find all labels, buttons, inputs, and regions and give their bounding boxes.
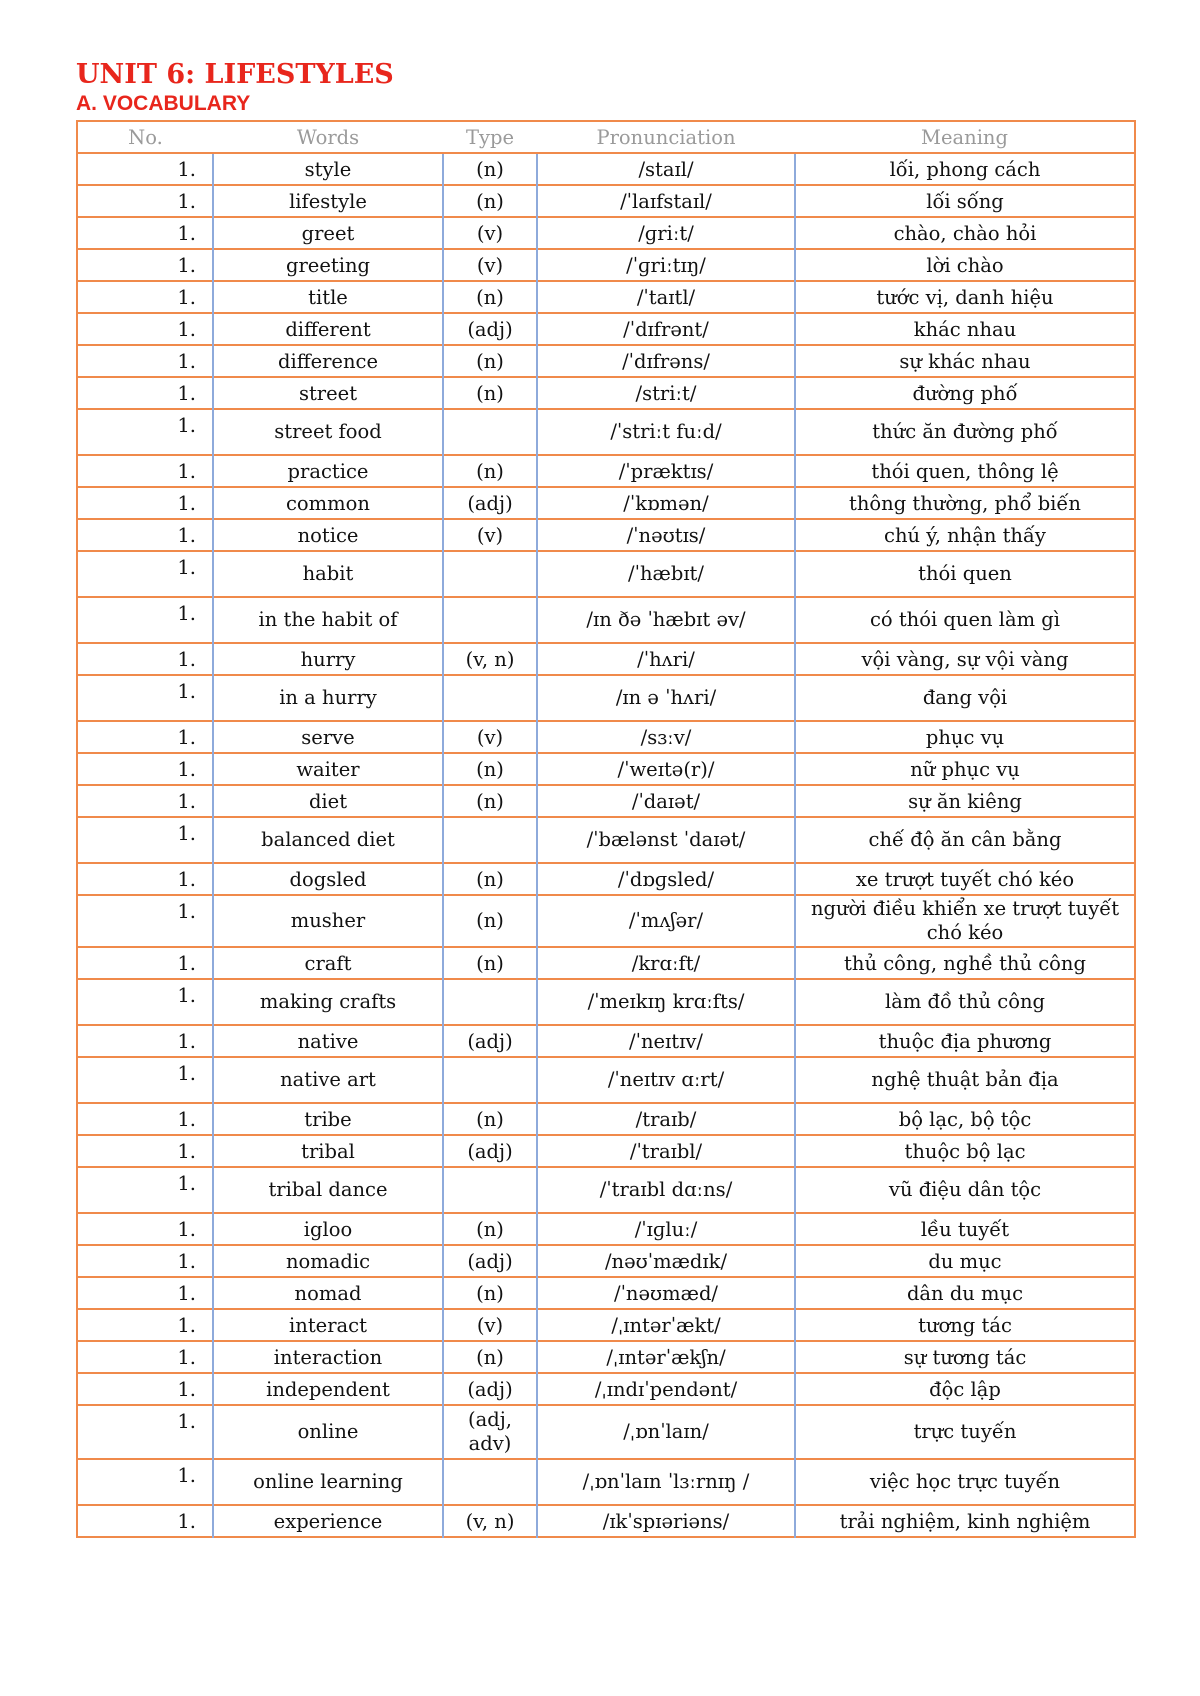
- meaning-cell: tước vị, danh hiệu: [795, 281, 1135, 313]
- table-row: [77, 409, 1135, 455]
- table-row: [77, 1405, 1135, 1459]
- row-number: 1.: [77, 551, 213, 597]
- type-cell: (n): [443, 1103, 537, 1135]
- pronunciation-cell: /ˈtraɪbl/: [537, 1135, 795, 1167]
- word-cell: musher: [213, 895, 443, 947]
- pronunciation-cell: /ˈɪɡluː/: [537, 1213, 795, 1245]
- table-row: [77, 249, 1135, 281]
- type-cell: [443, 1057, 537, 1103]
- meaning-cell: thói quen: [795, 551, 1135, 597]
- type-cell: (v, n): [443, 643, 537, 675]
- pronunciation-cell: /ɪn ə ˈhʌri/: [537, 675, 795, 721]
- table-row: [77, 863, 1135, 895]
- type-cell: (n): [443, 785, 537, 817]
- row-number: 1.: [77, 979, 213, 1025]
- pronunciation-cell: /ˈbælənst ˈdaɪət/: [537, 817, 795, 863]
- pronunciation-cell: /ˌɪntərˈækʃn/: [537, 1341, 795, 1373]
- row-number: 1.: [77, 675, 213, 721]
- row-number: 1.: [77, 1505, 213, 1537]
- meaning-cell: đang vội: [795, 675, 1135, 721]
- word-cell: craft: [213, 947, 443, 979]
- row-number: 1.: [77, 1405, 213, 1459]
- meaning-cell: chú ý, nhận thấy: [795, 519, 1135, 551]
- word-cell: habit: [213, 551, 443, 597]
- type-cell: (v, n): [443, 1505, 537, 1537]
- table-row: [77, 1341, 1135, 1373]
- word-cell: in the habit of: [213, 597, 443, 643]
- pronunciation-cell: /ˈstriːt fuːd/: [537, 409, 795, 455]
- type-cell: (n): [443, 185, 537, 217]
- row-number: 1.: [77, 863, 213, 895]
- type-cell: (n): [443, 1213, 537, 1245]
- table-row: [77, 1373, 1135, 1405]
- vocabulary-table: [76, 120, 1136, 1538]
- table-row: [77, 551, 1135, 597]
- word-cell: style: [213, 153, 443, 185]
- meaning-cell: thủ công, nghề thủ công: [795, 947, 1135, 979]
- pronunciation-cell: /ɡriːt/: [537, 217, 795, 249]
- pronunciation-cell: /ˈdaɪət/: [537, 785, 795, 817]
- meaning-cell: nghệ thuật bản địa: [795, 1057, 1135, 1103]
- row-number: 1.: [77, 345, 213, 377]
- word-cell: street food: [213, 409, 443, 455]
- meaning-cell: sự ăn kiêng: [795, 785, 1135, 817]
- type-cell: (n): [443, 947, 537, 979]
- row-number: 1.: [77, 785, 213, 817]
- pronunciation-cell: /ˈɡriːtɪŋ/: [537, 249, 795, 281]
- table-row: [77, 313, 1135, 345]
- row-number: 1.: [77, 947, 213, 979]
- word-cell: notice: [213, 519, 443, 551]
- row-number: 1.: [77, 1135, 213, 1167]
- table-row: [77, 1245, 1135, 1277]
- meaning-cell: tương tác: [795, 1309, 1135, 1341]
- table-row: [77, 1277, 1135, 1309]
- table-row: [77, 817, 1135, 863]
- type-cell: (v): [443, 519, 537, 551]
- type-cell: [443, 409, 537, 455]
- type-cell: [443, 817, 537, 863]
- row-number: 1.: [77, 377, 213, 409]
- type-cell: (n): [443, 1277, 537, 1309]
- meaning-cell: lối sống: [795, 185, 1135, 217]
- word-cell: title: [213, 281, 443, 313]
- row-number: 1.: [77, 455, 213, 487]
- type-cell: [443, 551, 537, 597]
- word-cell: interaction: [213, 1341, 443, 1373]
- table-row: [77, 753, 1135, 785]
- meaning-cell: vội vàng, sự vội vàng: [795, 643, 1135, 675]
- meaning-cell: dân du mục: [795, 1277, 1135, 1309]
- pronunciation-cell: /ˈtaɪtl/: [537, 281, 795, 313]
- type-cell: [443, 1167, 537, 1213]
- pronunciation-cell: /krɑːft/: [537, 947, 795, 979]
- meaning-cell: lối, phong cách: [795, 153, 1135, 185]
- table-row: [77, 947, 1135, 979]
- column-header-type: Type: [443, 121, 537, 153]
- pronunciation-cell: /ˈneɪtɪv ɑːrt/: [537, 1057, 795, 1103]
- row-number: 1.: [77, 1245, 213, 1277]
- word-cell: different: [213, 313, 443, 345]
- row-number: 1.: [77, 753, 213, 785]
- row-number: 1.: [77, 1373, 213, 1405]
- type-cell: (n): [443, 377, 537, 409]
- row-number: 1.: [77, 217, 213, 249]
- table-row: [77, 185, 1135, 217]
- table-row: [77, 153, 1135, 185]
- type-cell: (adj): [443, 313, 537, 345]
- type-cell: (v): [443, 249, 537, 281]
- table-row: [77, 1103, 1135, 1135]
- table-row: [77, 979, 1135, 1025]
- type-cell: (v): [443, 721, 537, 753]
- word-cell: street: [213, 377, 443, 409]
- pronunciation-cell: /traɪb/: [537, 1103, 795, 1135]
- row-number: 1.: [77, 519, 213, 551]
- meaning-cell: trực tuyến: [795, 1405, 1135, 1459]
- type-cell: (n): [443, 281, 537, 313]
- word-cell: in a hurry: [213, 675, 443, 721]
- column-header-no: No.: [77, 121, 213, 153]
- pronunciation-cell: /ˈdɪfrəns/: [537, 345, 795, 377]
- pronunciation-cell: /ˈdɪfrənt/: [537, 313, 795, 345]
- meaning-cell: thuộc địa phương: [795, 1025, 1135, 1057]
- table-row: [77, 785, 1135, 817]
- word-cell: making crafts: [213, 979, 443, 1025]
- meaning-cell: người điều khiển xe trượt tuyết chó kéo: [795, 895, 1135, 947]
- table-row: [77, 1505, 1135, 1537]
- word-cell: online learning: [213, 1459, 443, 1505]
- meaning-cell: làm đồ thủ công: [795, 979, 1135, 1025]
- word-cell: waiter: [213, 753, 443, 785]
- row-number: 1.: [77, 249, 213, 281]
- word-cell: lifestyle: [213, 185, 443, 217]
- pronunciation-cell: /ˈhæbɪt/: [537, 551, 795, 597]
- type-cell: (adj): [443, 1245, 537, 1277]
- row-number: 1.: [77, 643, 213, 675]
- meaning-cell: bộ lạc, bộ tộc: [795, 1103, 1135, 1135]
- row-number: 1.: [77, 487, 213, 519]
- word-cell: interact: [213, 1309, 443, 1341]
- type-cell: (n): [443, 1341, 537, 1373]
- row-number: 1.: [77, 185, 213, 217]
- meaning-cell: khác nhau: [795, 313, 1135, 345]
- meaning-cell: thói quen, thông lệ: [795, 455, 1135, 487]
- table-header-row: [77, 121, 1135, 153]
- meaning-cell: sự khác nhau: [795, 345, 1135, 377]
- column-header-words: Words: [213, 121, 443, 153]
- pronunciation-cell: /ˈnəʊtɪs/: [537, 519, 795, 551]
- pronunciation-cell: /ˌɒnˈlaɪn ˈlɜːrnɪŋ /: [537, 1459, 795, 1505]
- meaning-cell: đường phố: [795, 377, 1135, 409]
- meaning-cell: vũ điệu dân tộc: [795, 1167, 1135, 1213]
- row-number: 1.: [77, 409, 213, 455]
- type-cell: (adj, adv): [443, 1405, 537, 1459]
- meaning-cell: lời chào: [795, 249, 1135, 281]
- word-cell: tribe: [213, 1103, 443, 1135]
- table-row: [77, 643, 1135, 675]
- pronunciation-cell: /ˈweɪtə(r)/: [537, 753, 795, 785]
- word-cell: tribal dance: [213, 1167, 443, 1213]
- pronunciation-cell: /ˈpræktɪs/: [537, 455, 795, 487]
- row-number: 1.: [77, 1213, 213, 1245]
- column-header-meaning: Meaning: [795, 121, 1135, 153]
- type-cell: (n): [443, 753, 537, 785]
- table-row: [77, 217, 1135, 249]
- meaning-cell: nữ phục vụ: [795, 753, 1135, 785]
- meaning-cell: độc lập: [795, 1373, 1135, 1405]
- word-cell: nomad: [213, 1277, 443, 1309]
- word-cell: dogsled: [213, 863, 443, 895]
- row-number: 1.: [77, 721, 213, 753]
- table-row: [77, 1057, 1135, 1103]
- row-number: 1.: [77, 281, 213, 313]
- pronunciation-cell: /ˈlaɪfstaɪl/: [537, 185, 795, 217]
- word-cell: experience: [213, 1505, 443, 1537]
- type-cell: (adj): [443, 1373, 537, 1405]
- unit-title: UNIT 6: LIFESTYLES: [76, 59, 394, 90]
- table-row: [77, 1459, 1135, 1505]
- pronunciation-cell: /ˈmeɪkɪŋ krɑːfts/: [537, 979, 795, 1025]
- word-cell: common: [213, 487, 443, 519]
- row-number: 1.: [77, 1057, 213, 1103]
- pronunciation-cell: /ˈkɒmən/: [537, 487, 795, 519]
- word-cell: balanced diet: [213, 817, 443, 863]
- type-cell: (v): [443, 217, 537, 249]
- meaning-cell: thuộc bộ lạc: [795, 1135, 1135, 1167]
- type-cell: (n): [443, 345, 537, 377]
- meaning-cell: trải nghiệm, kinh nghiệm: [795, 1505, 1135, 1537]
- type-cell: (adj): [443, 1025, 537, 1057]
- meaning-cell: chào, chào hỏi: [795, 217, 1135, 249]
- table-row: [77, 487, 1135, 519]
- word-cell: native art: [213, 1057, 443, 1103]
- word-cell: hurry: [213, 643, 443, 675]
- column-header-pronunciation: Pronunciation: [537, 121, 795, 153]
- row-number: 1.: [77, 153, 213, 185]
- page: [76, 58, 1134, 1538]
- word-cell: independent: [213, 1373, 443, 1405]
- table-row: [77, 1309, 1135, 1341]
- word-cell: diet: [213, 785, 443, 817]
- word-cell: practice: [213, 455, 443, 487]
- table-row: [77, 345, 1135, 377]
- meaning-cell: thức ăn đường phố: [795, 409, 1135, 455]
- meaning-cell: việc học trực tuyến: [795, 1459, 1135, 1505]
- row-number: 1.: [77, 895, 213, 947]
- table-row: [77, 1167, 1135, 1213]
- table-row: [77, 597, 1135, 643]
- meaning-cell: có thói quen làm gì: [795, 597, 1135, 643]
- row-number: 1.: [77, 597, 213, 643]
- row-number: 1.: [77, 817, 213, 863]
- table-row: [77, 519, 1135, 551]
- pronunciation-cell: /striːt/: [537, 377, 795, 409]
- pronunciation-cell: /ɪn ðə ˈhæbɪt əv/: [537, 597, 795, 643]
- word-cell: online: [213, 1405, 443, 1459]
- word-cell: difference: [213, 345, 443, 377]
- row-number: 1.: [77, 1341, 213, 1373]
- type-cell: (adj): [443, 487, 537, 519]
- table-row: [77, 895, 1135, 947]
- meaning-cell: lều tuyết: [795, 1213, 1135, 1245]
- row-number: 1.: [77, 1167, 213, 1213]
- word-cell: nomadic: [213, 1245, 443, 1277]
- meaning-cell: phục vụ: [795, 721, 1135, 753]
- word-cell: greeting: [213, 249, 443, 281]
- type-cell: (n): [443, 153, 537, 185]
- pronunciation-cell: /nəʊˈmædɪk/: [537, 1245, 795, 1277]
- table-row: [77, 1213, 1135, 1245]
- meaning-cell: du mục: [795, 1245, 1135, 1277]
- table-row: [77, 675, 1135, 721]
- pronunciation-cell: /ˌɪndɪˈpendənt/: [537, 1373, 795, 1405]
- table-row: [77, 721, 1135, 753]
- pronunciation-cell: /ˈneɪtɪv/: [537, 1025, 795, 1057]
- type-cell: (adj): [443, 1135, 537, 1167]
- section-heading: A. VOCABULARY: [76, 92, 251, 115]
- type-cell: (n): [443, 863, 537, 895]
- pronunciation-cell: /ˈhʌri/: [537, 643, 795, 675]
- table-row: [77, 281, 1135, 313]
- pronunciation-cell: /ˈtraɪbl dɑːns/: [537, 1167, 795, 1213]
- row-number: 1.: [77, 1309, 213, 1341]
- table-row: [77, 377, 1135, 409]
- meaning-cell: chế độ ăn cân bằng: [795, 817, 1135, 863]
- row-number: 1.: [77, 1459, 213, 1505]
- meaning-cell: sự tương tác: [795, 1341, 1135, 1373]
- table-row: [77, 1025, 1135, 1057]
- pronunciation-cell: /ˌɪntərˈækt/: [537, 1309, 795, 1341]
- word-cell: serve: [213, 721, 443, 753]
- pronunciation-cell: /ˌɒnˈlaɪn/: [537, 1405, 795, 1459]
- pronunciation-cell: /ˈdɒɡsled/: [537, 863, 795, 895]
- row-number: 1.: [77, 313, 213, 345]
- pronunciation-cell: /ɪkˈspɪəriəns/: [537, 1505, 795, 1537]
- table-row: [77, 1135, 1135, 1167]
- type-cell: [443, 979, 537, 1025]
- type-cell: (v): [443, 1309, 537, 1341]
- word-cell: igloo: [213, 1213, 443, 1245]
- pronunciation-cell: /sɜːv/: [537, 721, 795, 753]
- word-cell: tribal: [213, 1135, 443, 1167]
- pronunciation-cell: /staɪl/: [537, 153, 795, 185]
- type-cell: [443, 675, 537, 721]
- row-number: 1.: [77, 1277, 213, 1309]
- pronunciation-cell: /ˈmʌʃər/: [537, 895, 795, 947]
- word-cell: native: [213, 1025, 443, 1057]
- type-cell: (n): [443, 895, 537, 947]
- meaning-cell: thông thường, phổ biến: [795, 487, 1135, 519]
- table-row: [77, 455, 1135, 487]
- pronunciation-cell: /ˈnəʊmæd/: [537, 1277, 795, 1309]
- type-cell: [443, 597, 537, 643]
- meaning-cell: xe trượt tuyết chó kéo: [795, 863, 1135, 895]
- row-number: 1.: [77, 1025, 213, 1057]
- row-number: 1.: [77, 1103, 213, 1135]
- type-cell: [443, 1459, 537, 1505]
- type-cell: (n): [443, 455, 537, 487]
- word-cell: greet: [213, 217, 443, 249]
